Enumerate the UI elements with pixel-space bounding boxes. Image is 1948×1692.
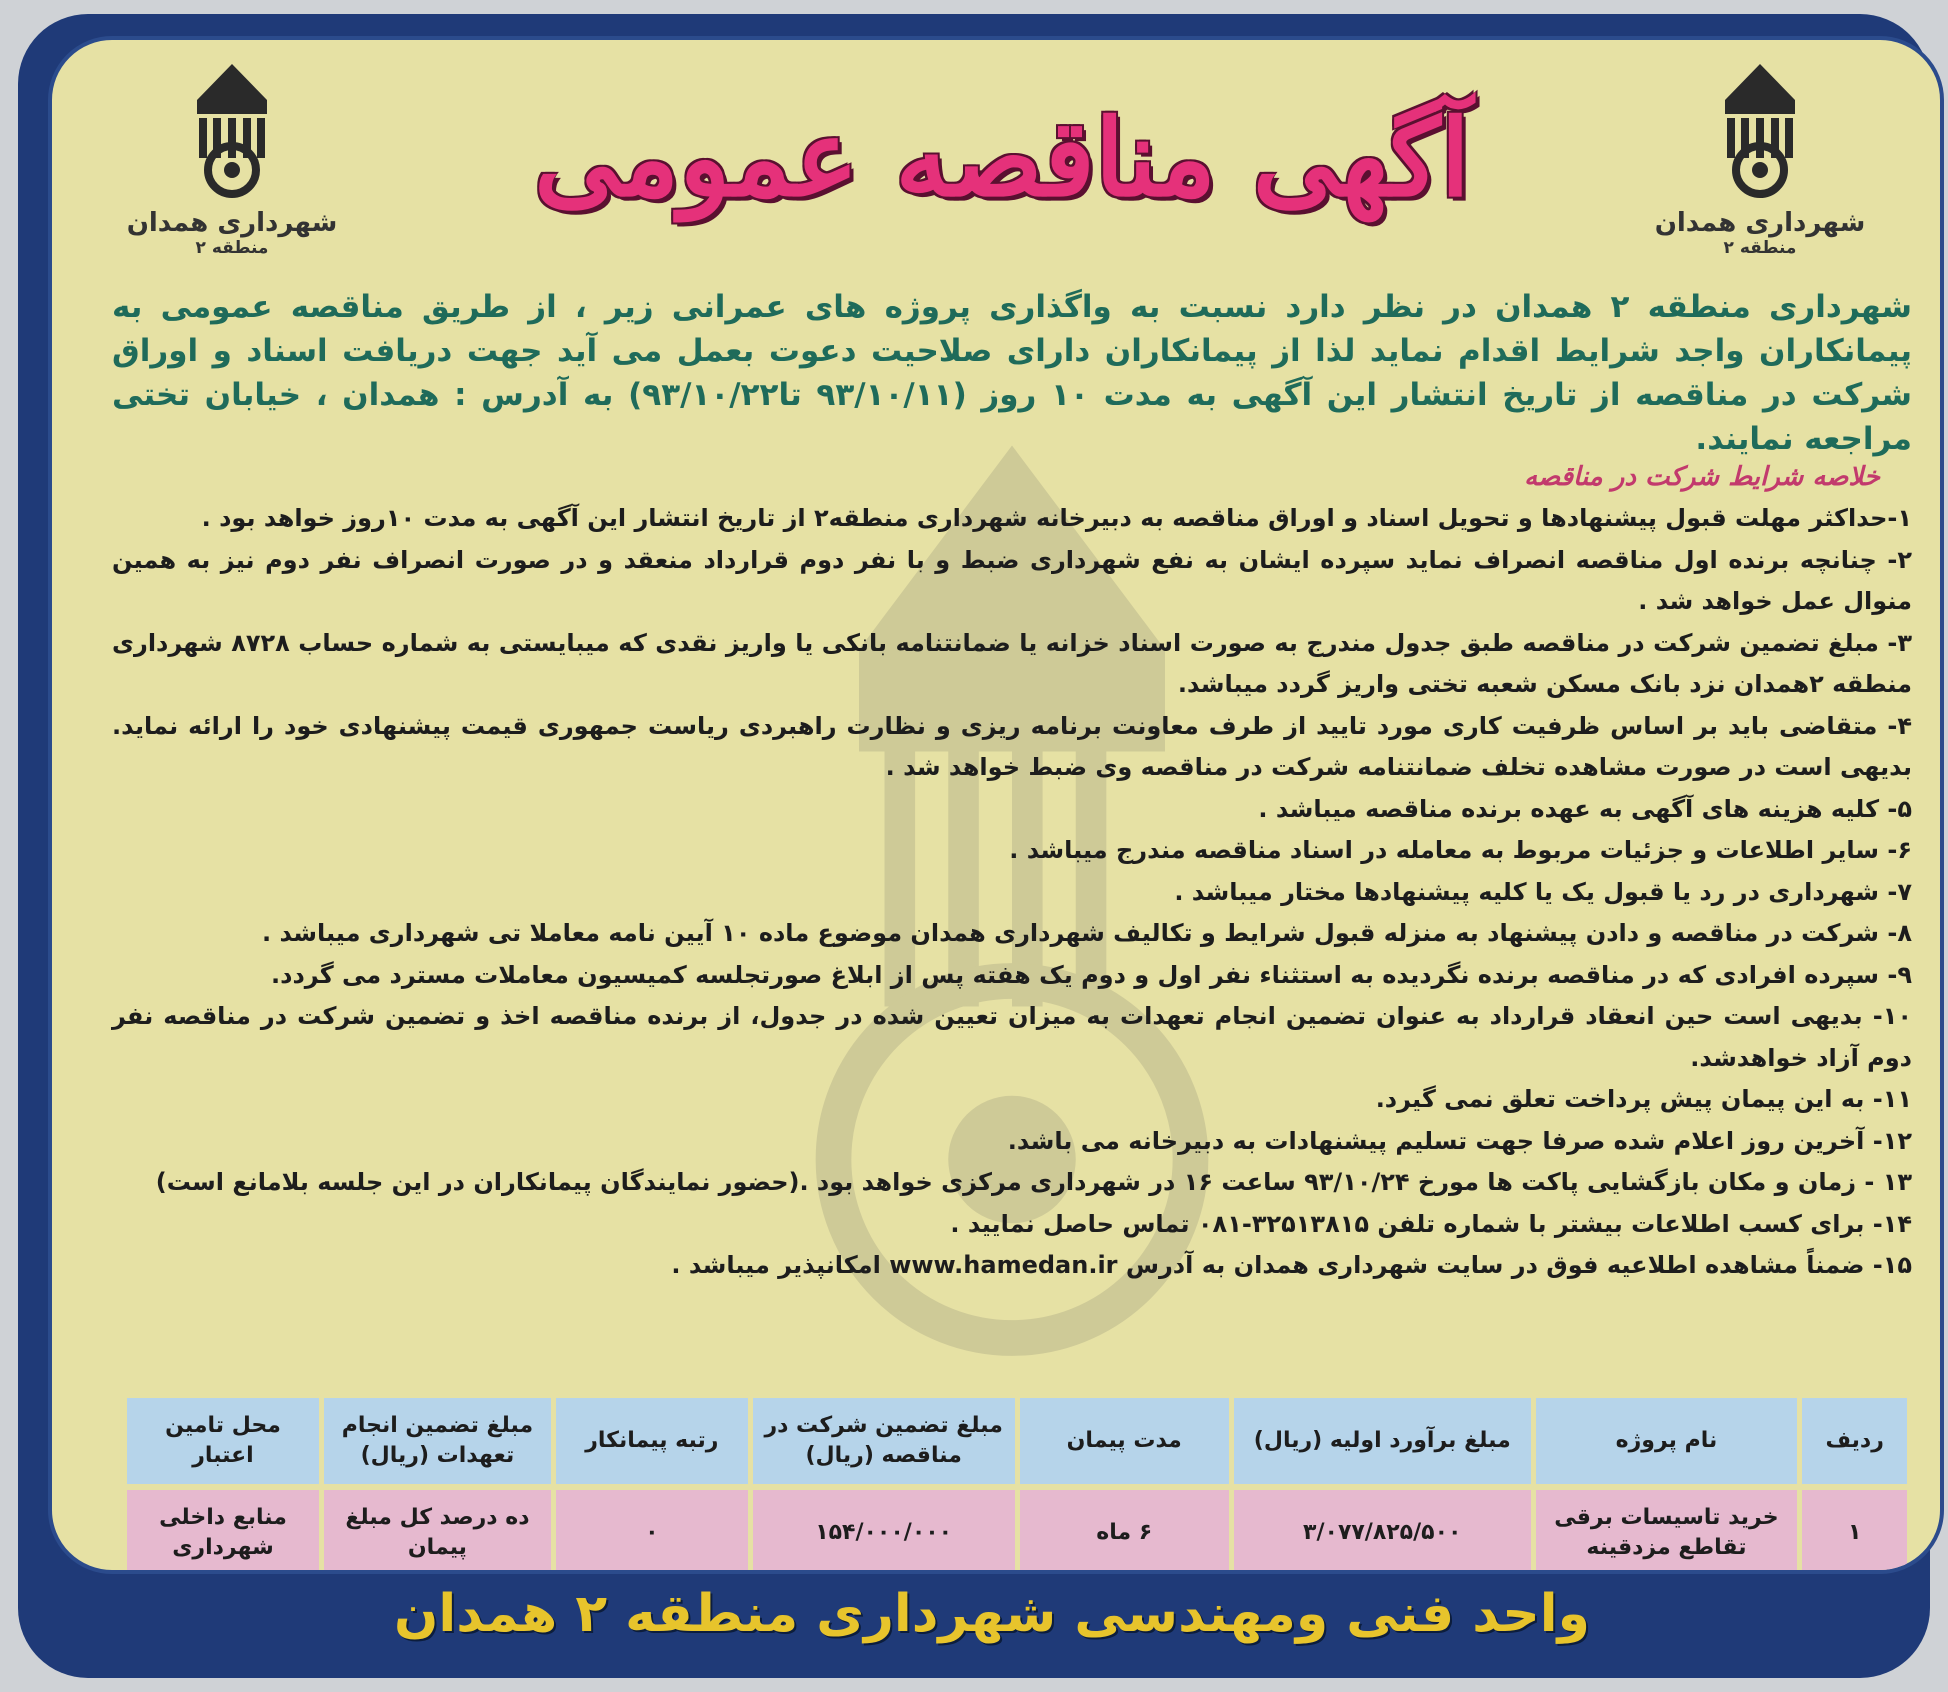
conditions-list (112, 498, 1912, 1287)
municipality-logo-right (1640, 60, 1880, 258)
cell-contract-duration: ۶ ماه (1020, 1490, 1229, 1574)
header-funding-source: محل تامین اعتبار (127, 1398, 319, 1484)
municipality-emblem-icon (177, 60, 287, 200)
condition-item: ۱۳ - زمان و مکان بازگشایی پاکت ها مورخ ۹۳/۱۰/۲۴ ساعت ۱۶ در شهرداری مرکزی خواهد بود .(حضور نمایندگان پیمانکاران در این جلسه بلامانع است) (155, 1168, 1912, 1196)
logo-city-name: شهرداری همدان (1654, 208, 1866, 238)
header-performance-guarantee: مبلغ تضمین انجام تعهدات (ریال) (324, 1398, 551, 1484)
condition-item: ۱۵- ضمناً مشاهده اطلاعیه فوق در سایت شهرداری همدان به آدرس www.hamedan.ir امکانپذیر میباشد . (671, 1251, 1912, 1279)
condition-item: ۳- مبلغ تضمین شرکت در مناقصه طبق جدول مندرج به صورت اسناد خزانه یا ضمانتنامه بانکی یا واریز نقدی که میبایستی به شماره حساب ۸۷۲۸ شهرداری منطقه ۲همدان نزد بانک مسکن شعبه تختی واریز گردد میباشد. (112, 628, 1912, 698)
condition-item: ۱۲- آخرین روز اعلام شده صرفا جهت تسلیم پیشنهادات به دبیرخانه می باشد. (1007, 1126, 1912, 1155)
header-contract-duration: مدت پیمان (1020, 1398, 1229, 1484)
footer-department: واحد فنی ومهندسی شهرداری منطقه ۲ همدان (394, 1584, 1590, 1644)
header-initial-estimate: مبلغ برآورد اولیه (ریال) (1234, 1398, 1531, 1484)
logo-city-name: شهرداری همدان (126, 208, 338, 238)
logo-zone-name: منطقه ۲ (1723, 238, 1797, 258)
notice-card (48, 36, 1944, 1574)
condition-item: ۱۱- به این پیمان پیش پرداخت تعلق نمی گیرد. (1375, 1085, 1912, 1113)
table-row (127, 1490, 1907, 1574)
header-row-number: ردیف (1802, 1398, 1907, 1484)
condition-item: ۱۴- برای کسب اطلاعات بیشتر با شماره تلفن ۳۲۵۱۳۸۱۵-۰۸۱ تماس حاصل نمایید . (950, 1209, 1912, 1238)
condition-item: ۶- سایر اطلاعات و جزئیات مربوط به معامله در اسناد مناقصه مندرج میباشد . (1009, 836, 1912, 864)
cell-funding-source: منابع داخلی شهرداری (127, 1490, 319, 1574)
condition-item: ۵- کلیه هزینه های آگهی به عهده برنده مناقصه میباشد . (1258, 794, 1912, 823)
cell-contractor-rank: ۰ (556, 1490, 748, 1574)
municipality-emblem-icon (1705, 60, 1815, 200)
condition-item: ۸- شرکت در مناقصه و دادن پیشنهاد به منزله قبول شرایط و تکالیف شهرداری همدان موضوع ماده ۱۰ آیین نامه معاملا تی شهرداری میباشد . (262, 919, 1912, 947)
project-table-grid (122, 1392, 1912, 1574)
condition-item: ۲- چنانچه برنده اول مناقصه انصراف نماید سپرده ایشان به نفع شهرداری ضبط و با نفر دوم قرارداد منعقد و در صورت انصراف نفر دوم نیز به همین منوال عمل خواهد شد . (112, 545, 1912, 615)
cell-initial-estimate: ۳/۰۷۷/۸۲۵/۵۰۰ (1234, 1490, 1531, 1574)
logo-zone-name: منطقه ۲ (195, 238, 269, 258)
condition-item: ۱۰- بدیهی است حین انعقاد قرارداد به عنوان تضمین انجام تعهدات به میزان تعیین شده در جدول، از برنده مناقصه اخذ و تضمین شرکت در مناقصه نفر دوم آزاد خواهدشد. (112, 1002, 1912, 1072)
cell-project-name: خرید تاسیسات برقی تقاطع مزدقینه (1536, 1490, 1798, 1574)
header-bid-guarantee: مبلغ تضمین شرکت در مناقصه (ریال) (753, 1398, 1015, 1484)
header-project-name: نام پروژه (1536, 1398, 1798, 1484)
notice-title: آگهی مناقصه عمومی (534, 95, 1470, 220)
cell-row-number: ۱ (1802, 1490, 1907, 1574)
condition-item: ۹- سپرده افرادی که در مناقصه برنده نگردیده به استثناء نفر اول و دوم یک هفته پس از ابلاغ صورتجلسه کمیسیون معاملات مسترد می گردد. (271, 960, 1912, 989)
project-table (122, 1392, 1912, 1574)
condition-item: ۴- متقاضی باید بر اساس ظرفیت کاری مورد تایید از طرف معاونت برنامه ریزی و نظارت راهبردی ریاست جمهوری قیمت پیشنهادی خود را ارائه نماید. بدیهی است در صورت مشاهده تخلف ضمانتنامه شرکت در مناقصه وی ضبط خواهد شد . (112, 711, 1912, 781)
conditions-heading: خلاصه شرایط شرکت در مناقصه (1524, 462, 1880, 492)
header-contractor-rank: رتبه پیمانکار (556, 1398, 748, 1484)
table-header-row (127, 1398, 1907, 1484)
municipality-logo-left (112, 60, 352, 258)
condition-item: ۱-حداکثر مهلت قبول پیشنهادها و تحویل اسناد و اوراق مناقصه به دبیرخانه شهرداری منطقه۲ از تاریخ انتشار این آگهی به مدت ۱۰روز خواهد بود . (201, 504, 1912, 532)
condition-item: ۷- شهرداری در رد یا قبول یک یا کلیه پیشنهادها مختار میباشد . (1174, 877, 1912, 906)
page-frame (18, 14, 1930, 1678)
cell-bid-guarantee: ۱۵۴/۰۰۰/۰۰۰ (753, 1490, 1015, 1574)
intro-paragraph: شهرداری منطقه ۲ همدان در نظر دارد نسبت به واگذاری پروژه های عمرانی زیر ، از طریق مناقصه عمومی به پیمانکاران واجد شرایط اقدام نماید لذا از پیمانکاران دارای صلاحیت دعوت بعمل می آید جهت دریافت اسناد و اوراق شرکت در مناقصه از تاریخ انتشار این آگهی به مدت ۱۰ روز (۹۳/۱۰/۱۱ تا۹۳/۱۰/۲۲) به آدرس : همدان ، خیابان تختی مراجعه نمایند. (112, 289, 1913, 457)
cell-performance-guarantee: ده درصد کل مبلغ پیمان (324, 1490, 551, 1574)
